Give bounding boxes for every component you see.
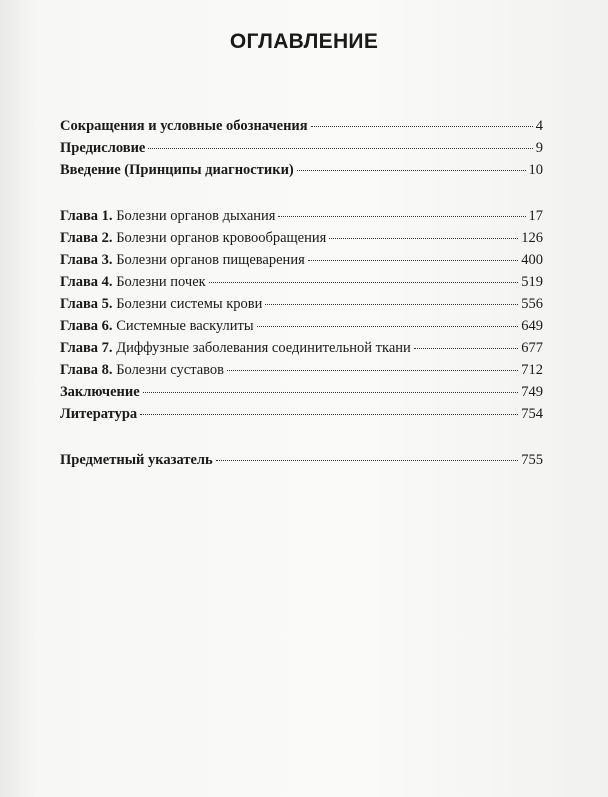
- toc-entry-chapter-2[interactable]: [60, 230, 543, 252]
- toc-entry-page: 677: [521, 340, 543, 356]
- chapter-title: Болезни почек: [116, 274, 206, 290]
- leader-dots: [265, 303, 518, 305]
- chapter-number: Глава 6.: [60, 318, 113, 334]
- toc-entry-page: 754: [521, 406, 543, 422]
- toc-entry-label: Сокращения и условные обозначения: [60, 118, 308, 134]
- toc-entry-label: [60, 318, 254, 335]
- toc-entry-chapter-4[interactable]: [60, 274, 543, 296]
- chapter-title: Болезни органов кровообращения: [116, 230, 327, 246]
- leader-dots: [257, 325, 519, 327]
- page-title: ОГЛАВЛЕНИЕ: [229, 30, 379, 53]
- toc-entry-introduction[interactable]: [60, 162, 543, 184]
- chapter-title: Болезни органов дыхания: [116, 208, 276, 224]
- leader-dots: [148, 147, 532, 149]
- toc-entry-chapter-1[interactable]: [60, 208, 543, 230]
- chapter-number: Глава 8.: [60, 362, 113, 378]
- toc-entry-label: Предисловие: [60, 140, 146, 156]
- toc-entry-label: Предметный указатель: [60, 452, 213, 468]
- leader-dots: [329, 237, 518, 239]
- leader-dots: [216, 459, 519, 461]
- leader-dots: [209, 281, 519, 283]
- toc-entry-label: [60, 208, 275, 225]
- toc-entry-chapter-7[interactable]: [60, 340, 543, 362]
- toc-entry-conclusion[interactable]: [60, 384, 543, 406]
- toc-entry-page: 9: [535, 140, 543, 156]
- toc-entry-page: 4: [535, 118, 543, 134]
- chapter-title: Болезни органов пищеварения: [116, 252, 305, 268]
- toc-entry-page: 749: [521, 384, 543, 400]
- toc-entry-page: 755: [521, 452, 543, 468]
- toc-entry-chapter-6[interactable]: [60, 318, 543, 340]
- toc-entry-label: [60, 252, 305, 269]
- toc-entry-page: 17: [528, 208, 543, 224]
- toc-entry-page: 126: [521, 230, 543, 246]
- toc-entry-label: Заключение: [60, 384, 140, 400]
- leader-dots: [278, 215, 525, 217]
- toc-entry-label: [60, 296, 262, 313]
- toc-entry-page: 649: [521, 318, 543, 334]
- leader-dots: [143, 391, 519, 393]
- chapter-number: Глава 3.: [60, 252, 113, 268]
- toc-entry-abbreviations[interactable]: [60, 118, 543, 140]
- leader-dots: [140, 413, 518, 415]
- toc-entry-page: 519: [521, 274, 543, 290]
- toc-entry-literature[interactable]: [60, 406, 543, 428]
- leader-dots: [414, 347, 518, 349]
- toc-entry-page: 712: [521, 362, 543, 378]
- toc-entry-label: [60, 362, 224, 379]
- chapter-number: Глава 2.: [60, 230, 113, 246]
- toc-entry-page: 10: [528, 162, 543, 178]
- toc-entry-chapter-3[interactable]: [60, 252, 543, 274]
- toc-entry-page: 556: [521, 296, 543, 312]
- chapter-title: Системные васкулиты: [116, 318, 254, 334]
- toc-entry-preface[interactable]: [60, 140, 543, 162]
- toc-entry-label: [60, 340, 411, 357]
- chapter-title: Болезни суставов: [116, 362, 225, 378]
- chapter-number: Глава 7.: [60, 340, 113, 356]
- chapter-number: Глава 1.: [60, 208, 113, 224]
- chapter-title: Болезни системы крови: [116, 296, 263, 312]
- leader-dots: [297, 169, 526, 171]
- leader-dots: [308, 259, 519, 261]
- toc-entry-chapter-5[interactable]: [60, 296, 543, 318]
- chapter-title: Диффузные заболевания соединительной ткани: [116, 340, 411, 356]
- leader-dots: [227, 369, 518, 371]
- leader-dots: [311, 125, 533, 127]
- toc-entry-label: Введение (Принципы диагностики): [60, 162, 294, 178]
- chapter-number: Глава 5.: [60, 296, 113, 312]
- toc-entry-chapter-8[interactable]: [60, 362, 543, 384]
- toc-entry-label: [60, 274, 206, 291]
- table-of-contents: [60, 118, 543, 474]
- toc-entry-page: 400: [521, 252, 543, 268]
- toc-entry-subject-index[interactable]: [60, 452, 543, 474]
- toc-entry-label: [60, 230, 326, 247]
- toc-entry-label: Литература: [60, 406, 138, 422]
- chapter-number: Глава 4.: [60, 274, 113, 290]
